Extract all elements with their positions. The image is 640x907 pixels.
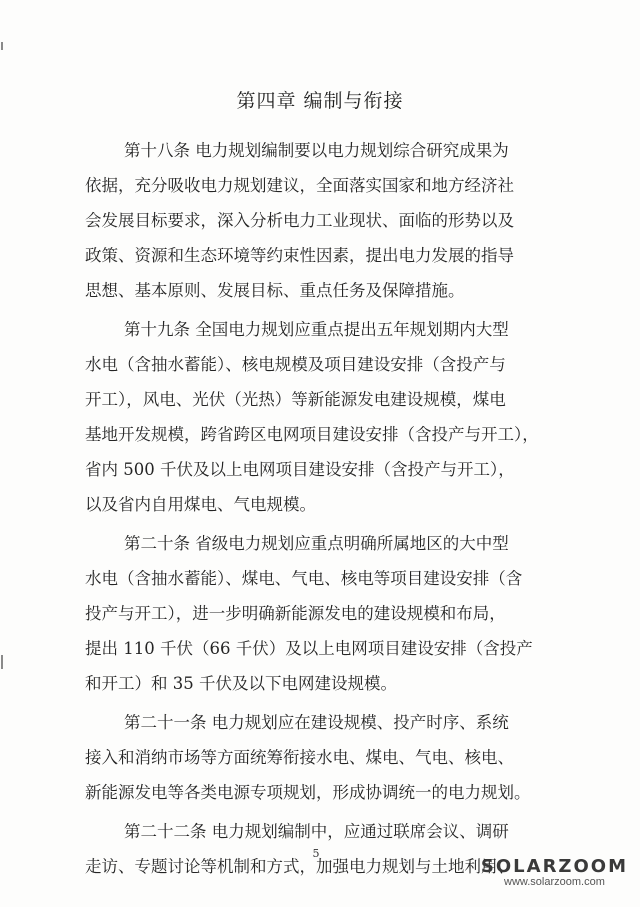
text-line: 政策、资源和生态环境等约束性因素，提出电力发展的指导 xyxy=(85,246,514,265)
text-line: 水电（含抽水蓄能）、煤电、气电、核电等项目建设安排（含 xyxy=(85,569,523,588)
text-line: 依据，充分吸收电力规划建议，全面落实国家和地方经济社 xyxy=(85,176,514,195)
scan-edge-mark xyxy=(1,655,3,669)
text-line: 投产与开工），进一步明确新能源发电的建设规模和布局， xyxy=(85,604,506,623)
page-number: 5 xyxy=(312,847,320,860)
scan-edge-mark xyxy=(1,42,3,50)
text-line: 思想、基本原则、发展目标、重点任务及保障措施。 xyxy=(85,281,465,300)
text-line: 提出 110 千伏（66 千伏）及以上电网项目建设安排（含投产 xyxy=(85,639,533,658)
text-line: 接入和消纳市场等方面统筹衔接水电、煤电、气电、核电、 xyxy=(85,748,514,767)
text-line: 开工），风电、光伏（光热）等新能源发电建设规模，煤电 xyxy=(85,390,506,409)
text-line: 基地开发规模，跨省跨区电网项目建设安排（含投产与开工）， xyxy=(85,425,539,444)
chapter-title: 第四章 编制与衔接 xyxy=(236,90,404,112)
text-line: 第二十一条 电力规划应在建设规模、投产时序、系统 xyxy=(124,713,509,732)
text-line: 第十九条 全国电力规划应重点提出五年规划期内大型 xyxy=(124,320,509,339)
text-line: 第十八条 电力规划编制要以电力规划综合研究成果为 xyxy=(124,141,509,160)
watermark-brand: SOLARZOOM xyxy=(480,856,628,877)
text-line: 新能源发电等各类电源专项规划，形成协调统一的电力规划。 xyxy=(85,783,531,802)
text-line: 第二十条 省级电力规划应重点明确所属地区的大中型 xyxy=(124,534,509,553)
text-line: 走访、专题讨论等机制和方式，加强电力规划与土地利用、 xyxy=(85,857,514,876)
text-line: 水电（含抽水蓄能）、核电规模及项目建设安排（含投产与 xyxy=(85,355,506,374)
watermark-url: www.solarzoom.com xyxy=(504,876,605,888)
text-line: 以及省内自用煤电、气电规模。 xyxy=(85,495,316,514)
text-line: 和开工）和 35 千伏及以下电网建设规模。 xyxy=(85,674,397,693)
text-line: 会发展目标要求，深入分析电力工业现状、面临的形势以及 xyxy=(85,211,514,230)
text-line: 第二十二条 电力规划编制中，应通过联席会议、调研 xyxy=(124,822,509,841)
watermark xyxy=(481,856,628,888)
text-line: 省内 500 千伏及以上电网项目建设安排（含投产与开工）， xyxy=(85,460,515,479)
